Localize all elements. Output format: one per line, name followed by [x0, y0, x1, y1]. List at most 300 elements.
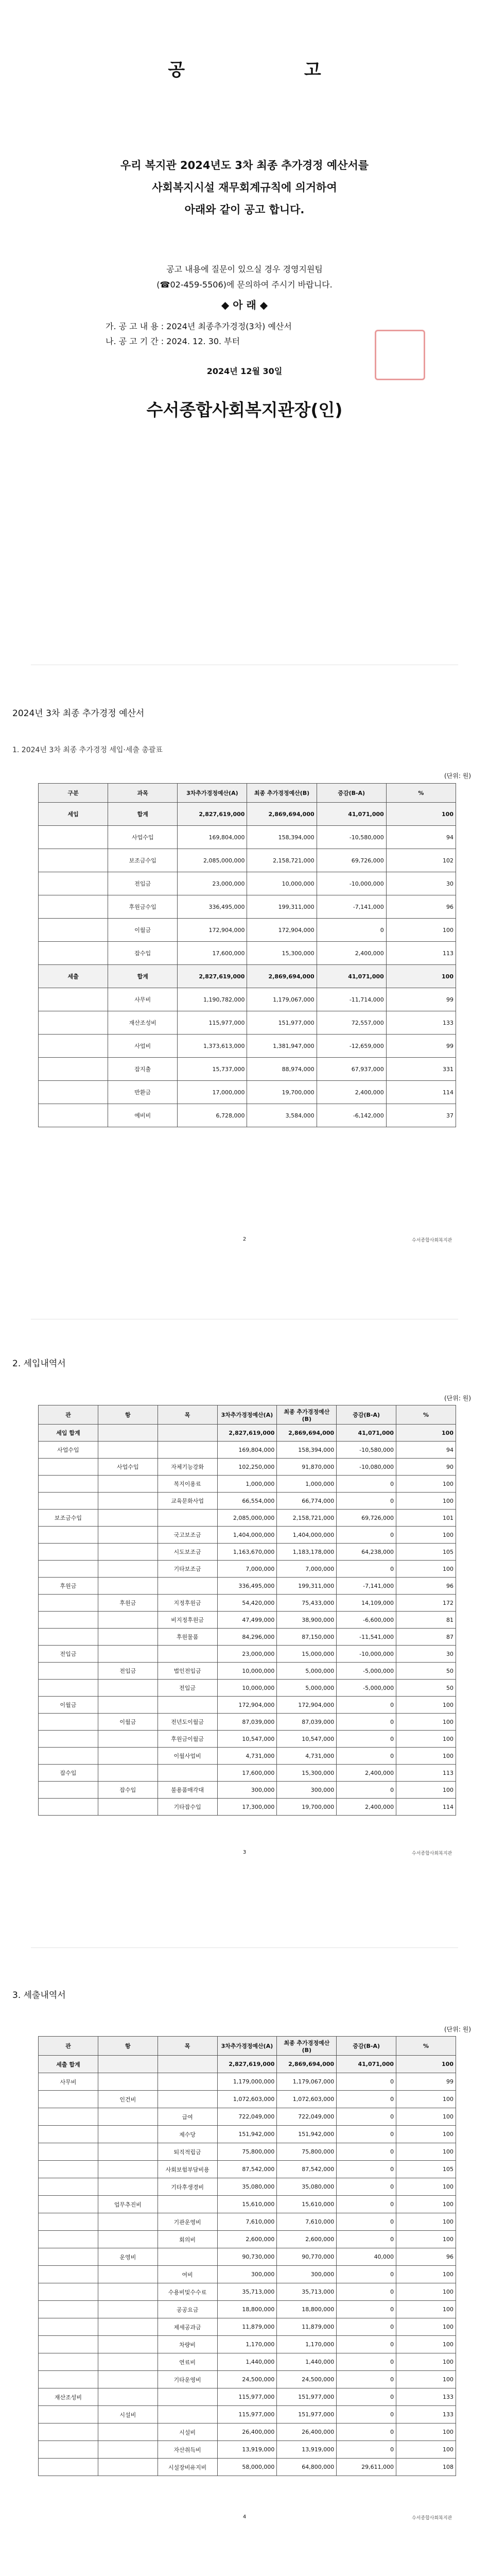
table-row — [39, 2073, 456, 2091]
column-header: % — [396, 1405, 456, 1425]
table-cell: 100 — [396, 2301, 456, 2318]
table-cell: 169,804,000 — [178, 826, 247, 849]
table-cell: 105 — [396, 2161, 456, 2178]
table-cell: 후원금 — [39, 1578, 98, 1595]
table-row — [39, 1765, 456, 1782]
table-cell: 2,827,619,000 — [217, 1425, 277, 1442]
table-cell: 50 — [396, 1680, 456, 1697]
table-row — [39, 919, 456, 942]
table-row — [39, 2353, 456, 2371]
table-cell: 75,800,000 — [217, 2143, 277, 2161]
table-cell: 96 — [386, 895, 456, 919]
table-cell: 2,600,000 — [277, 2231, 337, 2248]
table-cell — [39, 2459, 98, 2476]
table-cell: 199,311,000 — [277, 1578, 337, 1595]
table-cell: 17,600,000 — [178, 942, 247, 965]
table-cell: 비지정후원금 — [158, 1612, 217, 1629]
table-cell: 1,381,947,000 — [247, 1035, 317, 1058]
table-cell — [98, 1425, 158, 1442]
table-cell: 17,300,000 — [217, 1799, 277, 1816]
table-cell: 35,080,000 — [277, 2178, 337, 2196]
table-cell: 사회보험부담비용 — [158, 2161, 217, 2178]
column-header: 항 — [98, 2037, 158, 2056]
table-cell: 2,869,694,000 — [277, 1425, 337, 1442]
table-cell: 35,713,000 — [217, 2283, 277, 2301]
table-cell: 96 — [396, 1578, 456, 1595]
table-cell: 300,000 — [277, 2266, 337, 2283]
table-cell: 172,904,000 — [247, 919, 317, 942]
table-cell: 1,163,670,000 — [217, 1544, 277, 1561]
table-cell: -10,580,000 — [337, 1442, 396, 1459]
table-cell: -10,000,000 — [337, 1646, 396, 1663]
table-cell: 100 — [396, 1748, 456, 1765]
table-cell: 15,610,000 — [217, 2196, 277, 2213]
table-cell: -10,000,000 — [317, 872, 386, 895]
table-cell: 후원금 — [98, 1595, 158, 1612]
table-cell — [39, 2178, 98, 2196]
table-cell: 0 — [337, 1493, 396, 1510]
table-cell: 0 — [337, 2424, 396, 2441]
table-cell: 172 — [396, 1595, 456, 1612]
table-cell: 87,039,000 — [217, 1714, 277, 1731]
table-cell — [39, 1561, 98, 1578]
table-cell: 66,774,000 — [277, 1493, 337, 1510]
table-cell: 0 — [337, 2231, 396, 2248]
table-cell: 0 — [337, 2091, 396, 2108]
table-cell: 15,737,000 — [178, 1058, 247, 1081]
table-cell: 151,977,000 — [247, 1011, 317, 1035]
table-cell: 100 — [396, 2353, 456, 2371]
table-cell: 84,296,000 — [217, 1629, 277, 1646]
table-cell: 336,495,000 — [178, 895, 247, 919]
table-cell: 169,804,000 — [217, 1442, 277, 1459]
table-cell: 722,049,000 — [217, 2108, 277, 2126]
table-cell: 차량비 — [158, 2336, 217, 2353]
table-row — [39, 2231, 456, 2248]
table-cell: 0 — [337, 1714, 396, 1731]
table-cell: 41,071,000 — [337, 2056, 396, 2073]
table-row — [39, 1104, 456, 1127]
table-cell: 0 — [337, 2126, 396, 2143]
table-cell: 4,731,000 — [217, 1748, 277, 1765]
table-cell: 99 — [386, 988, 456, 1011]
table-cell: 1,179,067,000 — [247, 988, 317, 1011]
column-header: 최종 추가경정예산(B) — [277, 1405, 337, 1425]
table-cell — [39, 2353, 98, 2371]
table-row — [39, 2406, 456, 2424]
table-cell: 133 — [386, 1011, 456, 1035]
table-cell: 기타후생경비 — [158, 2178, 217, 2196]
table-cell — [98, 2283, 158, 2301]
table-row — [39, 2424, 456, 2441]
table-cell: 14,109,000 — [337, 1595, 396, 1612]
table-cell: 2,827,619,000 — [178, 965, 247, 988]
table-cell: 58,000,000 — [217, 2459, 277, 2476]
column-header: % — [386, 784, 456, 803]
table-cell: 인건비 — [98, 2091, 158, 2108]
table-cell — [39, 1459, 98, 1476]
table-row — [39, 1663, 456, 1680]
table-cell: 19,700,000 — [277, 1799, 337, 1816]
table-cell: 예비비 — [108, 1104, 178, 1127]
table-cell: 기타잡수입 — [158, 1799, 217, 1816]
table-cell — [39, 2248, 98, 2266]
table-cell: 사업수입 — [98, 1459, 158, 1476]
table-cell: 37 — [386, 1104, 456, 1127]
table-cell — [98, 2231, 158, 2248]
table-cell — [39, 2441, 98, 2459]
table-row — [39, 942, 456, 965]
expense-unit: (단위: 원) — [444, 2026, 471, 2033]
table-row — [39, 2178, 456, 2196]
table-cell: 운영비 — [98, 2248, 158, 2266]
table-cell — [158, 2406, 217, 2424]
table-cell: 151,942,000 — [277, 2126, 337, 2143]
table-cell: 0 — [337, 2283, 396, 2301]
table-cell — [158, 1578, 217, 1595]
table-cell: 100 — [396, 2441, 456, 2459]
table-cell: 100 — [396, 2091, 456, 2108]
table-cell: 151,977,000 — [277, 2406, 337, 2424]
column-header: 증감(B-A) — [317, 784, 386, 803]
table-cell: -7,141,000 — [317, 895, 386, 919]
table-cell: 90,730,000 — [217, 2248, 277, 2266]
table-cell: 94 — [386, 826, 456, 849]
table-cell — [158, 1765, 217, 1782]
table-cell — [39, 849, 108, 872]
table-row — [39, 1425, 456, 1442]
table-row — [39, 2161, 456, 2178]
table-row — [39, 1697, 456, 1714]
revenue-title: 2. 세입내역서 — [12, 1359, 66, 1369]
table-cell: 35,080,000 — [217, 2178, 277, 2196]
table-cell: 사업수입 — [39, 1442, 98, 1459]
table-cell — [158, 2388, 217, 2406]
table-cell: 102,250,000 — [217, 1459, 277, 1476]
table-cell: 3,584,000 — [247, 1104, 317, 1127]
notice-item-2: 나. 공 고 기 간 : 2024. 12. 30. 부터 — [106, 336, 240, 346]
official-seal-icon — [375, 330, 425, 380]
table-cell — [39, 872, 108, 895]
notice-line-2: 사회복지시설 재무회계규칙에 의거하여 — [152, 181, 337, 194]
table-row — [39, 1731, 456, 1748]
table-cell: 100 — [396, 2213, 456, 2231]
table-cell: 1,000,000 — [217, 1476, 277, 1493]
table-cell — [98, 2143, 158, 2161]
table-cell: 133 — [396, 2406, 456, 2424]
table-cell — [98, 2126, 158, 2143]
table-row — [39, 1561, 456, 1578]
table-cell: 잡수입 — [39, 1765, 98, 1782]
table-cell — [39, 2143, 98, 2161]
table-cell — [39, 2196, 98, 2213]
table-cell — [98, 2213, 158, 2231]
table-cell: 1,440,000 — [277, 2353, 337, 2371]
table-cell: 시설비 — [158, 2424, 217, 2441]
table-cell: 87,039,000 — [277, 1714, 337, 1731]
table-cell: 잡수입 — [108, 942, 178, 965]
table-row — [39, 1459, 456, 1476]
table-cell: 24,500,000 — [277, 2371, 337, 2388]
table-cell: 108 — [396, 2459, 456, 2476]
table-cell: 자산취득비 — [158, 2441, 217, 2459]
column-header: 최종 추가경정예산(B) — [247, 784, 317, 803]
table-cell — [39, 2371, 98, 2388]
table-cell: 업무추진비 — [98, 2196, 158, 2213]
table-cell — [39, 2231, 98, 2248]
table-cell — [98, 1731, 158, 1748]
table-cell: 115,977,000 — [217, 2406, 277, 2424]
table-cell: 18,800,000 — [217, 2301, 277, 2318]
table-row — [39, 1782, 456, 1799]
table-cell — [39, 2424, 98, 2441]
table-cell: 전입금 — [158, 1680, 217, 1697]
table-cell — [39, 2266, 98, 2283]
table-cell: 172,904,000 — [277, 1697, 337, 1714]
summary-subtitle: 1. 2024년 3차 최종 추가경정 세입·세출 총괄표 — [12, 746, 163, 754]
table-cell: 기타운영비 — [158, 2371, 217, 2388]
table-cell: 1,072,603,000 — [277, 2091, 337, 2108]
table-cell: 재산조성비 — [108, 1011, 178, 1035]
table-cell — [98, 2073, 158, 2091]
table-cell — [158, 2196, 217, 2213]
table-cell: 2,158,721,000 — [277, 1510, 337, 1527]
table-cell: 교육문화사업 — [158, 1493, 217, 1510]
table-cell — [98, 1561, 158, 1578]
notice-body — [0, 155, 489, 221]
table-cell: 사업수입 — [108, 826, 178, 849]
table-cell: 81 — [396, 1612, 456, 1629]
table-cell: 23,000,000 — [217, 1646, 277, 1663]
table-cell: 1,404,000,000 — [277, 1527, 337, 1544]
table-cell: 합계 — [108, 965, 178, 988]
table-cell — [98, 1442, 158, 1459]
table-cell: 연료비 — [158, 2353, 217, 2371]
table-cell: 시도보조금 — [158, 1544, 217, 1561]
table-row — [39, 872, 456, 895]
table-cell: 87 — [396, 1629, 456, 1646]
table-cell: 19,700,000 — [247, 1081, 317, 1104]
table-cell: 이월금 — [98, 1714, 158, 1731]
table-cell: 99 — [386, 1035, 456, 1058]
table-cell: 64,800,000 — [277, 2459, 337, 2476]
table-row — [39, 2336, 456, 2353]
table-cell: 41,071,000 — [337, 1425, 396, 1442]
table-cell — [39, 1011, 108, 1035]
summary-unit: (단위: 원) — [444, 772, 471, 779]
table-cell: 300,000 — [217, 2266, 277, 2283]
table-cell: 여비 — [158, 2266, 217, 2283]
table-cell: 1,170,000 — [217, 2336, 277, 2353]
table-cell: 2,869,694,000 — [277, 2056, 337, 2073]
table-cell: 0 — [337, 1748, 396, 1765]
table-cell: 제수당 — [158, 2126, 217, 2143]
table-cell: 이월사업비 — [158, 1748, 217, 1765]
table-cell: 10,547,000 — [217, 1731, 277, 1748]
table-cell: 0 — [337, 2441, 396, 2459]
table-cell: 113 — [396, 1765, 456, 1782]
notice-items — [106, 319, 292, 349]
table-cell — [158, 1442, 217, 1459]
table-cell: 10,547,000 — [277, 1731, 337, 1748]
table-cell: 17,600,000 — [217, 1765, 277, 1782]
table-cell: 69,726,000 — [317, 849, 386, 872]
table-cell: 법인전입금 — [158, 1663, 217, 1680]
table-row — [39, 1476, 456, 1493]
table-cell — [158, 1646, 217, 1663]
budget-title: 2024년 3차 최종 추가경정 예산서 — [12, 708, 145, 719]
table-cell: -6,142,000 — [317, 1104, 386, 1127]
table-cell — [39, 988, 108, 1011]
table-cell: 불용품매각대 — [158, 1782, 217, 1799]
table-cell: 잡수입 — [98, 1782, 158, 1799]
table-row — [39, 2266, 456, 2283]
table-cell: 10,000,000 — [217, 1680, 277, 1697]
table-cell: 87,542,000 — [217, 2161, 277, 2178]
table-cell: 1,170,000 — [277, 2336, 337, 2353]
table-row — [39, 2143, 456, 2161]
table-cell — [39, 895, 108, 919]
table-row — [39, 1544, 456, 1561]
table-cell: 172,904,000 — [217, 1697, 277, 1714]
table-cell: 0 — [337, 2336, 396, 2353]
table-row — [39, 849, 456, 872]
table-row — [39, 826, 456, 849]
table-cell: 100 — [386, 803, 456, 826]
table-cell: 재산조성비 — [39, 2388, 98, 2406]
table-cell: 0 — [337, 1476, 396, 1493]
column-header: 관 — [39, 1405, 98, 1425]
table-cell: 101 — [396, 1510, 456, 1527]
table-cell: 100 — [396, 2126, 456, 2143]
table-cell: 복지이용료 — [158, 1476, 217, 1493]
table-cell — [158, 1697, 217, 1714]
table-cell: 100 — [396, 1476, 456, 1493]
table-cell — [98, 2353, 158, 2371]
table-cell: 7,610,000 — [277, 2213, 337, 2231]
table-cell: 75,800,000 — [277, 2143, 337, 2161]
table-cell: 1,072,603,000 — [217, 2091, 277, 2108]
page-footer: 수서종합사회복지관 — [412, 2516, 452, 2521]
column-header: 3차추가경정예산(A) — [217, 1405, 277, 1425]
table-cell — [39, 1612, 98, 1629]
expense-table — [38, 2036, 456, 2476]
summary-table — [38, 783, 456, 1127]
table-cell: 2,827,619,000 — [217, 2056, 277, 2073]
table-cell: 99 — [396, 2073, 456, 2091]
table-cell — [98, 1612, 158, 1629]
table-cell — [39, 2406, 98, 2424]
table-cell: 151,942,000 — [217, 2126, 277, 2143]
table-cell: 13,919,000 — [277, 2441, 337, 2459]
table-cell: 67,937,000 — [317, 1058, 386, 1081]
table-cell: 151,977,000 — [277, 2388, 337, 2406]
table-cell: 0 — [337, 2301, 396, 2318]
table-cell — [39, 2091, 98, 2108]
table-cell: 100 — [396, 1425, 456, 1442]
table-cell: 회의비 — [158, 2231, 217, 2248]
table-cell — [98, 2441, 158, 2459]
table-cell: 100 — [396, 1782, 456, 1799]
table-cell: 72,557,000 — [317, 1011, 386, 1035]
table-cell — [98, 1578, 158, 1595]
table-cell: 0 — [337, 2178, 396, 2196]
table-header-row — [39, 2037, 456, 2056]
table-cell: 100 — [396, 2056, 456, 2073]
table-cell: 17,000,000 — [178, 1081, 247, 1104]
table-row — [39, 1799, 456, 1816]
table-cell: 0 — [337, 2266, 396, 2283]
table-cell: 0 — [337, 2161, 396, 2178]
table-cell: 기타보조금 — [158, 1561, 217, 1578]
table-row — [39, 1081, 456, 1104]
table-cell: 100 — [386, 965, 456, 988]
table-cell: 0 — [337, 2318, 396, 2336]
table-cell: 이월금 — [108, 919, 178, 942]
table-row — [39, 1058, 456, 1081]
table-cell: 722,049,000 — [277, 2108, 337, 2126]
table-cell: 336,495,000 — [217, 1578, 277, 1595]
table-cell: 2,869,694,000 — [247, 803, 317, 826]
table-cell: 퇴직적립금 — [158, 2143, 217, 2161]
table-cell: 후원금이월금 — [158, 1731, 217, 1748]
table-row — [39, 965, 456, 988]
revenue-unit: (단위: 원) — [444, 1395, 471, 1402]
table-cell: 제세공과금 — [158, 2318, 217, 2336]
table-cell — [98, 1765, 158, 1782]
table-cell: 24,500,000 — [217, 2371, 277, 2388]
table-cell: 0 — [337, 1782, 396, 1799]
table-cell: 시설비 — [98, 2406, 158, 2424]
page-divider — [31, 1947, 458, 1948]
table-cell: 100 — [396, 1561, 456, 1578]
table-cell: 88,974,000 — [247, 1058, 317, 1081]
table-cell: 세입 — [39, 803, 108, 826]
table-cell: -7,141,000 — [337, 1578, 396, 1595]
table-cell: 6,728,000 — [178, 1104, 247, 1127]
table-cell — [98, 2178, 158, 2196]
table-cell: -11,714,000 — [317, 988, 386, 1011]
table-cell: 후원물품 — [158, 1629, 217, 1646]
table-row — [39, 2388, 456, 2406]
table-cell: 2,400,000 — [317, 942, 386, 965]
table-cell: 1,404,000,000 — [217, 1527, 277, 1544]
table-row — [39, 2213, 456, 2231]
table-cell — [39, 1544, 98, 1561]
table-row — [39, 1510, 456, 1527]
column-header: 관 — [39, 2037, 98, 2056]
table-cell — [98, 1680, 158, 1697]
table-cell: 기관운영비 — [158, 2213, 217, 2231]
table-cell — [39, 1799, 98, 1816]
table-cell: 96 — [396, 2248, 456, 2266]
table-cell: 47,499,000 — [217, 1612, 277, 1629]
table-cell: 보조금수입 — [108, 849, 178, 872]
table-cell: 13,919,000 — [217, 2441, 277, 2459]
table-cell: 2,085,000,000 — [178, 849, 247, 872]
table-cell: 사무비 — [108, 988, 178, 1011]
table-cell: 15,300,000 — [247, 942, 317, 965]
table-header-row — [39, 784, 456, 803]
expense-title: 3. 세출내역서 — [12, 1990, 66, 2001]
table-cell: 전입금 — [98, 1663, 158, 1680]
table-cell — [98, 2266, 158, 2283]
table-cell: 100 — [396, 1527, 456, 1544]
table-cell: 35,713,000 — [277, 2283, 337, 2301]
table-cell: 331 — [386, 1058, 456, 1081]
notice-line-3: 아래와 같이 공고 합니다. — [184, 204, 305, 216]
table-cell: 7,000,000 — [217, 1561, 277, 1578]
